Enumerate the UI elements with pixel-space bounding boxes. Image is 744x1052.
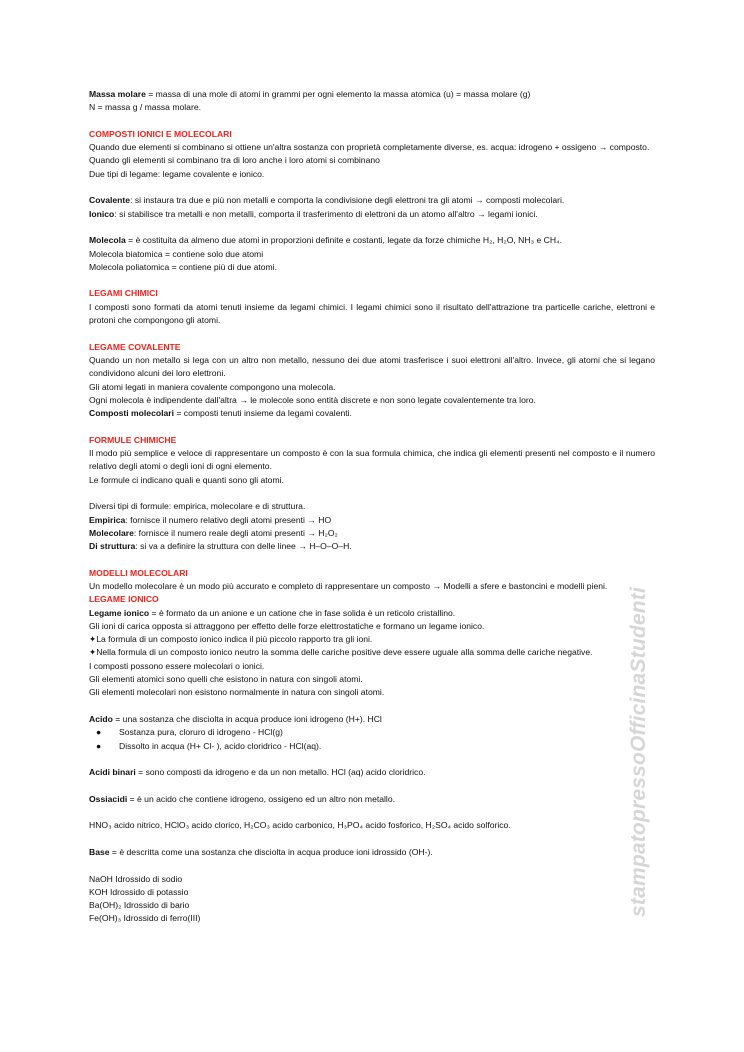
- text: : si va a definire la struttura con delle linee → H–O–O–H.: [135, 541, 352, 552]
- paragraph: Quando gli elementi si combinano tra di loro anche i loro atomi si combinano: [89, 155, 380, 166]
- term: Acido: [89, 713, 113, 724]
- ossiacidi-def: [89, 793, 655, 806]
- composti-molecolari-def: [89, 407, 655, 420]
- paragraph: Gli elementi molecolari non esistono normalmente in natura con singoli atomi.: [89, 687, 385, 698]
- paragraph: Due tipi di legame: legame covalente e ionico.: [89, 168, 265, 179]
- text: = una sostanza che disciolta in acqua produce ioni idrogeno (H+). HCl: [112, 713, 382, 724]
- paragraph: Il modo più semplice e veloce di rappresentare un composto è con la sua formula chimica, che indica gli elementi presenti nel composto e il numero relativo degli atomi o degli ioni di ogni elemento.: [89, 448, 655, 472]
- section-heading-composti: COMPOSTI IONICI E MOLECOLARI: [89, 128, 232, 139]
- paragraph: Molecola biatomica = contiene solo due atomi: [89, 248, 264, 259]
- paragraph: Diversi tipi di formule: empirica, molecolare e di struttura.: [89, 501, 306, 512]
- bullet-item: [89, 726, 655, 739]
- bullet-item: [89, 740, 655, 753]
- list-item: KOH Idrossido di potassio: [89, 886, 189, 897]
- term: Legame ionico: [89, 607, 150, 618]
- section-heading-legame-ionico: LEGAME IONICO: [89, 594, 159, 605]
- molecola-def: [89, 234, 655, 247]
- text: = composti tenuti insieme da legami covalenti.: [174, 408, 352, 419]
- ionico-def: [89, 208, 655, 221]
- molecolare-def: [89, 527, 655, 540]
- paragraph: Molecola poliatomica = contiene più di due atomi.: [89, 261, 277, 272]
- term: Ionico: [89, 208, 115, 219]
- term: Massa molare: [89, 89, 146, 99]
- text: = è un acido che contiene idrogeno, ossigeno ed un altro non metallo.: [127, 793, 396, 804]
- term: Molecolare: [89, 527, 134, 538]
- text: : fornisce il numero relativo degli atomi presenti → HO: [125, 514, 332, 525]
- bullet-icon: ●: [96, 727, 102, 738]
- star-point: ✦Nella formula di un composto ionico neutro la somma delle cariche positive deve essere uguale alla somma delle cariche negative.: [89, 647, 593, 658]
- paragraph: Un modello molecolare è un modo più accurato e completo di rappresentare un composto → Modelli a sfere e bastoncini e modelli pieni.: [89, 580, 608, 591]
- list-item: Ba(OH)₂ Idrossido di bario: [89, 900, 190, 911]
- star-point: ✦La formula di un composto ionico indica il più piccolo rapporto tra gli ioni.: [89, 634, 373, 645]
- text: Sostanza pura, cloruro di idrogeno - HCl(g): [119, 727, 283, 738]
- acidi-binari-def: [89, 766, 655, 779]
- section-heading-formule: FORMULE CHIMICHE: [89, 434, 177, 445]
- paragraph: Le formule ci indicano quali e quanti sono gli atomi.: [89, 474, 284, 485]
- covalente-def: [89, 194, 655, 207]
- list-item: Fe(OH)₃ Idrossido di ferro(III): [89, 913, 201, 924]
- paragraph: Gli ioni di carica opposta si attraggono per effetto delle forze elettrostatiche e formano un legame ionico.: [89, 620, 485, 631]
- base-def: [89, 846, 655, 859]
- empirica-def: [89, 514, 655, 527]
- text: Dissolto in acqua (H+ Cl- ), acido cloridrico - HCl(aq).: [119, 740, 322, 751]
- watermark: stampatopressoOfficinaStudenti: [627, 586, 650, 917]
- term: Empirica: [89, 514, 126, 525]
- text: : si instaura tra due e più non metalli e comporta la condivisione degli elettroni tra gli atomi → composti molecolari.: [130, 195, 565, 206]
- paragraph: Quando due elementi si combinano si ottiene un'altra sostanza con proprietà completamente diverse, es. acqua: idrogeno + ossigeno → composto.: [89, 142, 650, 153]
- document-page: [89, 88, 655, 926]
- term: Covalente: [89, 195, 131, 206]
- term: Base: [89, 846, 110, 857]
- paragraph: Gli elementi atomici sono quelli che esistono in natura con singoli atomi.: [89, 674, 363, 685]
- text: = è descritta come una sostanza che disciolta in acqua produce ioni idrossido (OH-).: [109, 846, 433, 857]
- text: = sono composti da idrogeno e da un non metallo. HCl (aq) acido cloridrico.: [135, 767, 426, 778]
- term: Molecola: [89, 235, 126, 246]
- term: Acidi binari: [89, 767, 136, 778]
- acido-def: [89, 713, 655, 726]
- paragraph: Quando un non metallo si lega con un altro non metallo, nessuno dei due atomi trasferisce i suoi elettroni all'altro. Invece, gli atomi che si legano condividono alcuni dei loro elettroni.: [89, 354, 655, 379]
- struttura-def: [89, 540, 655, 553]
- paragraph: Ogni molecola è indipendente dall'altra → le molecole sono entità discrete e non sono legate covalentemente tra loro.: [89, 394, 536, 405]
- section-heading-modelli: MODELLI MOLECOLARI: [89, 567, 188, 578]
- massa-formula: N = massa g / massa molare.: [89, 102, 201, 113]
- text: : si stabilisce tra metalli e non metalli, comporta il trasferimento di elettroni da un atomo all'altro → legami ionici.: [114, 208, 538, 219]
- term: Composti molecolari: [89, 408, 174, 419]
- paragraph: Gli atomi legati in maniera covalente compongono una molecola.: [89, 381, 336, 392]
- legame-ionico-def: [89, 607, 655, 620]
- paragraph: I composti sono formati da atomi tenuti insieme da legami chimici. I legami chimici sono il risultato dell'attrazione tra particelle cariche, elettroni e protoni che compongono gli atomi.: [89, 301, 655, 326]
- list-item: NaOH Idrossido di sodio: [89, 873, 183, 884]
- text: = è formato da un anione e un catione che in fase solida è un reticolo cristallino.: [149, 607, 456, 618]
- section-heading-legami-chimici: LEGAMI CHIMICI: [89, 288, 158, 299]
- section-heading-legame-covalente: LEGAME COVALENTE: [89, 341, 181, 352]
- paragraph: I composti possono essere molecolari o ionici.: [89, 660, 265, 671]
- massa-molare-def: [89, 88, 655, 101]
- text: = è costituita da almeno due atomi in proporzioni definite e costanti, legate da forze chimiche H₂, H₂O, NH₃ e CH₄.: [125, 235, 562, 246]
- text: : fornisce il numero reale degli atomi presenti → H₂O₂: [133, 527, 338, 538]
- acidi-lista: HNO₃ acido nitrico, HClO₃ acido clorico, H₂CO₃ acido carbonico, H₃PO₄ acido fosforico, H₂SO₄ acido solforico.: [89, 820, 511, 831]
- term: Di struttura: [89, 541, 136, 552]
- text: = massa di una mole di atomi in grammi per ogni elemento la massa atomica (u) = massa molare (g): [145, 89, 531, 99]
- bullet-icon: ●: [96, 740, 102, 751]
- term: Ossiacidi: [89, 793, 128, 804]
